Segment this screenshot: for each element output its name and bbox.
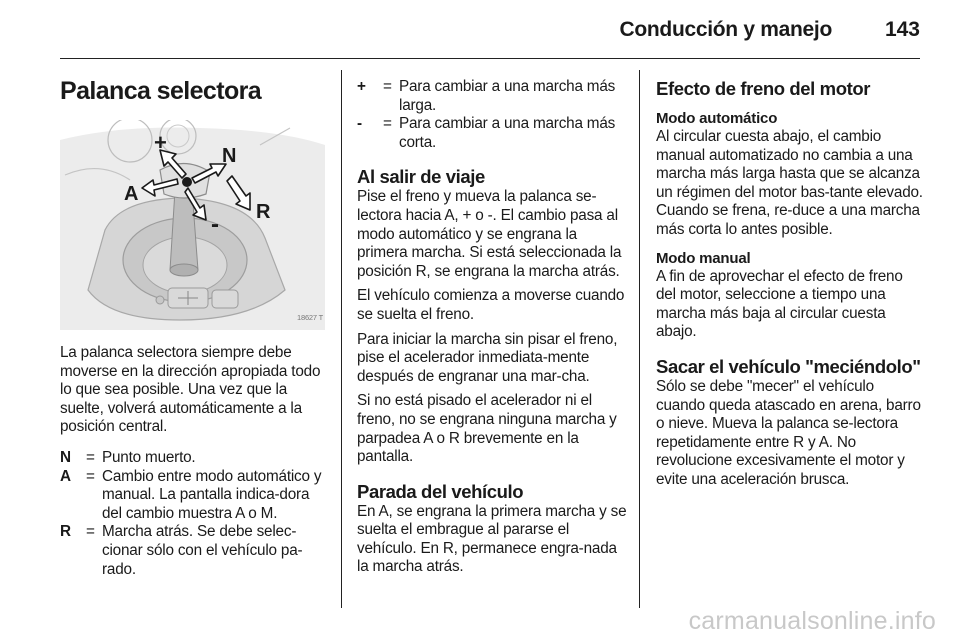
def-eq: = [86,523,95,541]
watermark: carmanualsonline.info [688,607,936,635]
salir-heading: Al salir de viaje [357,166,485,188]
column-divider [341,70,342,608]
page-header [60,0,920,59]
section-title: Palanca selectora [60,77,262,105]
def-text: Punto muerto. [102,448,196,466]
fig-label-minus: - [211,211,219,238]
def-text: Marcha atrás. Se debe selec-cionar sólo con el vehículo pa-rado. [102,523,303,578]
definition-item [357,78,627,115]
def-key: + [357,78,366,95]
auto-paragraph: Al circular cuesta abajo, el cambio manual automatizado no cambia a una marcha más larga hasta que se alcanza un régimen del motor bas-tante elevado. Cuando se frena, re-duce a una marcha más corta lo antes posible. [656,128,923,238]
selector-lever-illustration [60,120,325,330]
def-eq: = [383,78,392,95]
definition-item [357,115,627,152]
page-number: 143 [884,18,920,41]
parada-heading: Parada del vehículo [357,480,524,502]
def-key: N [60,448,71,466]
sacar-paragraph: Sólo se debe "mecer" el vehículo cuando queda atascado en arena, barro o nieve. Mueva la palanca se-lectora repetidamente entre R y A. No revolucione excesivamente el motor y evite una aceleración brusca. [656,377,921,488]
def-text: Cambio entre modo automático y manual. La pantalla indica-dora del cambio muestra A o M. [102,467,322,522]
def-text: Para cambiar a una marcha más corta. [399,115,616,151]
def-eq: = [86,448,95,466]
column-divider [639,70,640,608]
def-eq: = [86,467,95,485]
intro-paragraph: La palanca selectora siempre debe moverse en la dirección apropiada todo lo que sea posible. Una vez que la suelte, volverá automáticamente a la posición central. [60,344,321,436]
fig-label-plus: + [154,130,167,155]
figure-code: 18627 T [297,313,323,323]
definition-item [60,468,325,524]
def-key: - [357,115,362,133]
fig-label-n: N [222,145,237,167]
column-3 [656,70,926,490]
selector-lever-figure [60,120,325,330]
parada-paragraph: En A, se engrana la primera marcha y se suelta el embrague al pararse el vehículo. En R, permanece engra-nada la marcha atrás. [357,502,627,576]
manual-subheading: Modo manual [656,249,751,267]
salir-paragraph-4: Si no está pisado el acelerador ni el freno, no se engrana ninguna marcha y parpadea A o R brevemente en la pantalla. [357,392,617,466]
def-key: R [60,523,71,541]
column-2 [357,70,627,577]
definition-list [357,78,627,152]
def-text: Para cambiar a una marcha más larga. [399,78,616,114]
def-eq: = [383,115,392,133]
salir-paragraph-1: Pise el freno y mueva la palanca se-lectora hacia A, + o -. El cambio pasa al modo automático y se engrana la primera marcha. Si está seleccionada la posición R, se engrana la marcha atrás. [357,188,622,280]
manual-paragraph: A fin de aprovechar el efecto de freno del motor, seleccione a tiempo una marcha más baja al circular cuesta abajo. [656,267,903,341]
salir-paragraph-3: Para iniciar la marcha sin pisar el freno, pise el acelerador inmediata-mente después de engranar una mar-cha. [357,330,618,385]
definition-item [60,449,325,468]
column-1 [60,70,325,579]
definition-item [60,523,325,579]
efecto-heading: Efecto de freno del motor [656,78,871,99]
salir-paragraph-2: El vehículo comienza a moverse cuando se suelta el freno. [357,287,625,323]
definition-list [60,449,325,579]
auto-subheading: Modo automático [656,110,778,127]
sacar-heading: Sacar el vehículo "meciéndolo" [656,355,921,377]
header-title: Conducción y manejo [619,18,832,41]
def-key: A [60,467,71,485]
fig-label-r: R [256,201,271,223]
fig-label-a: A [124,183,139,205]
